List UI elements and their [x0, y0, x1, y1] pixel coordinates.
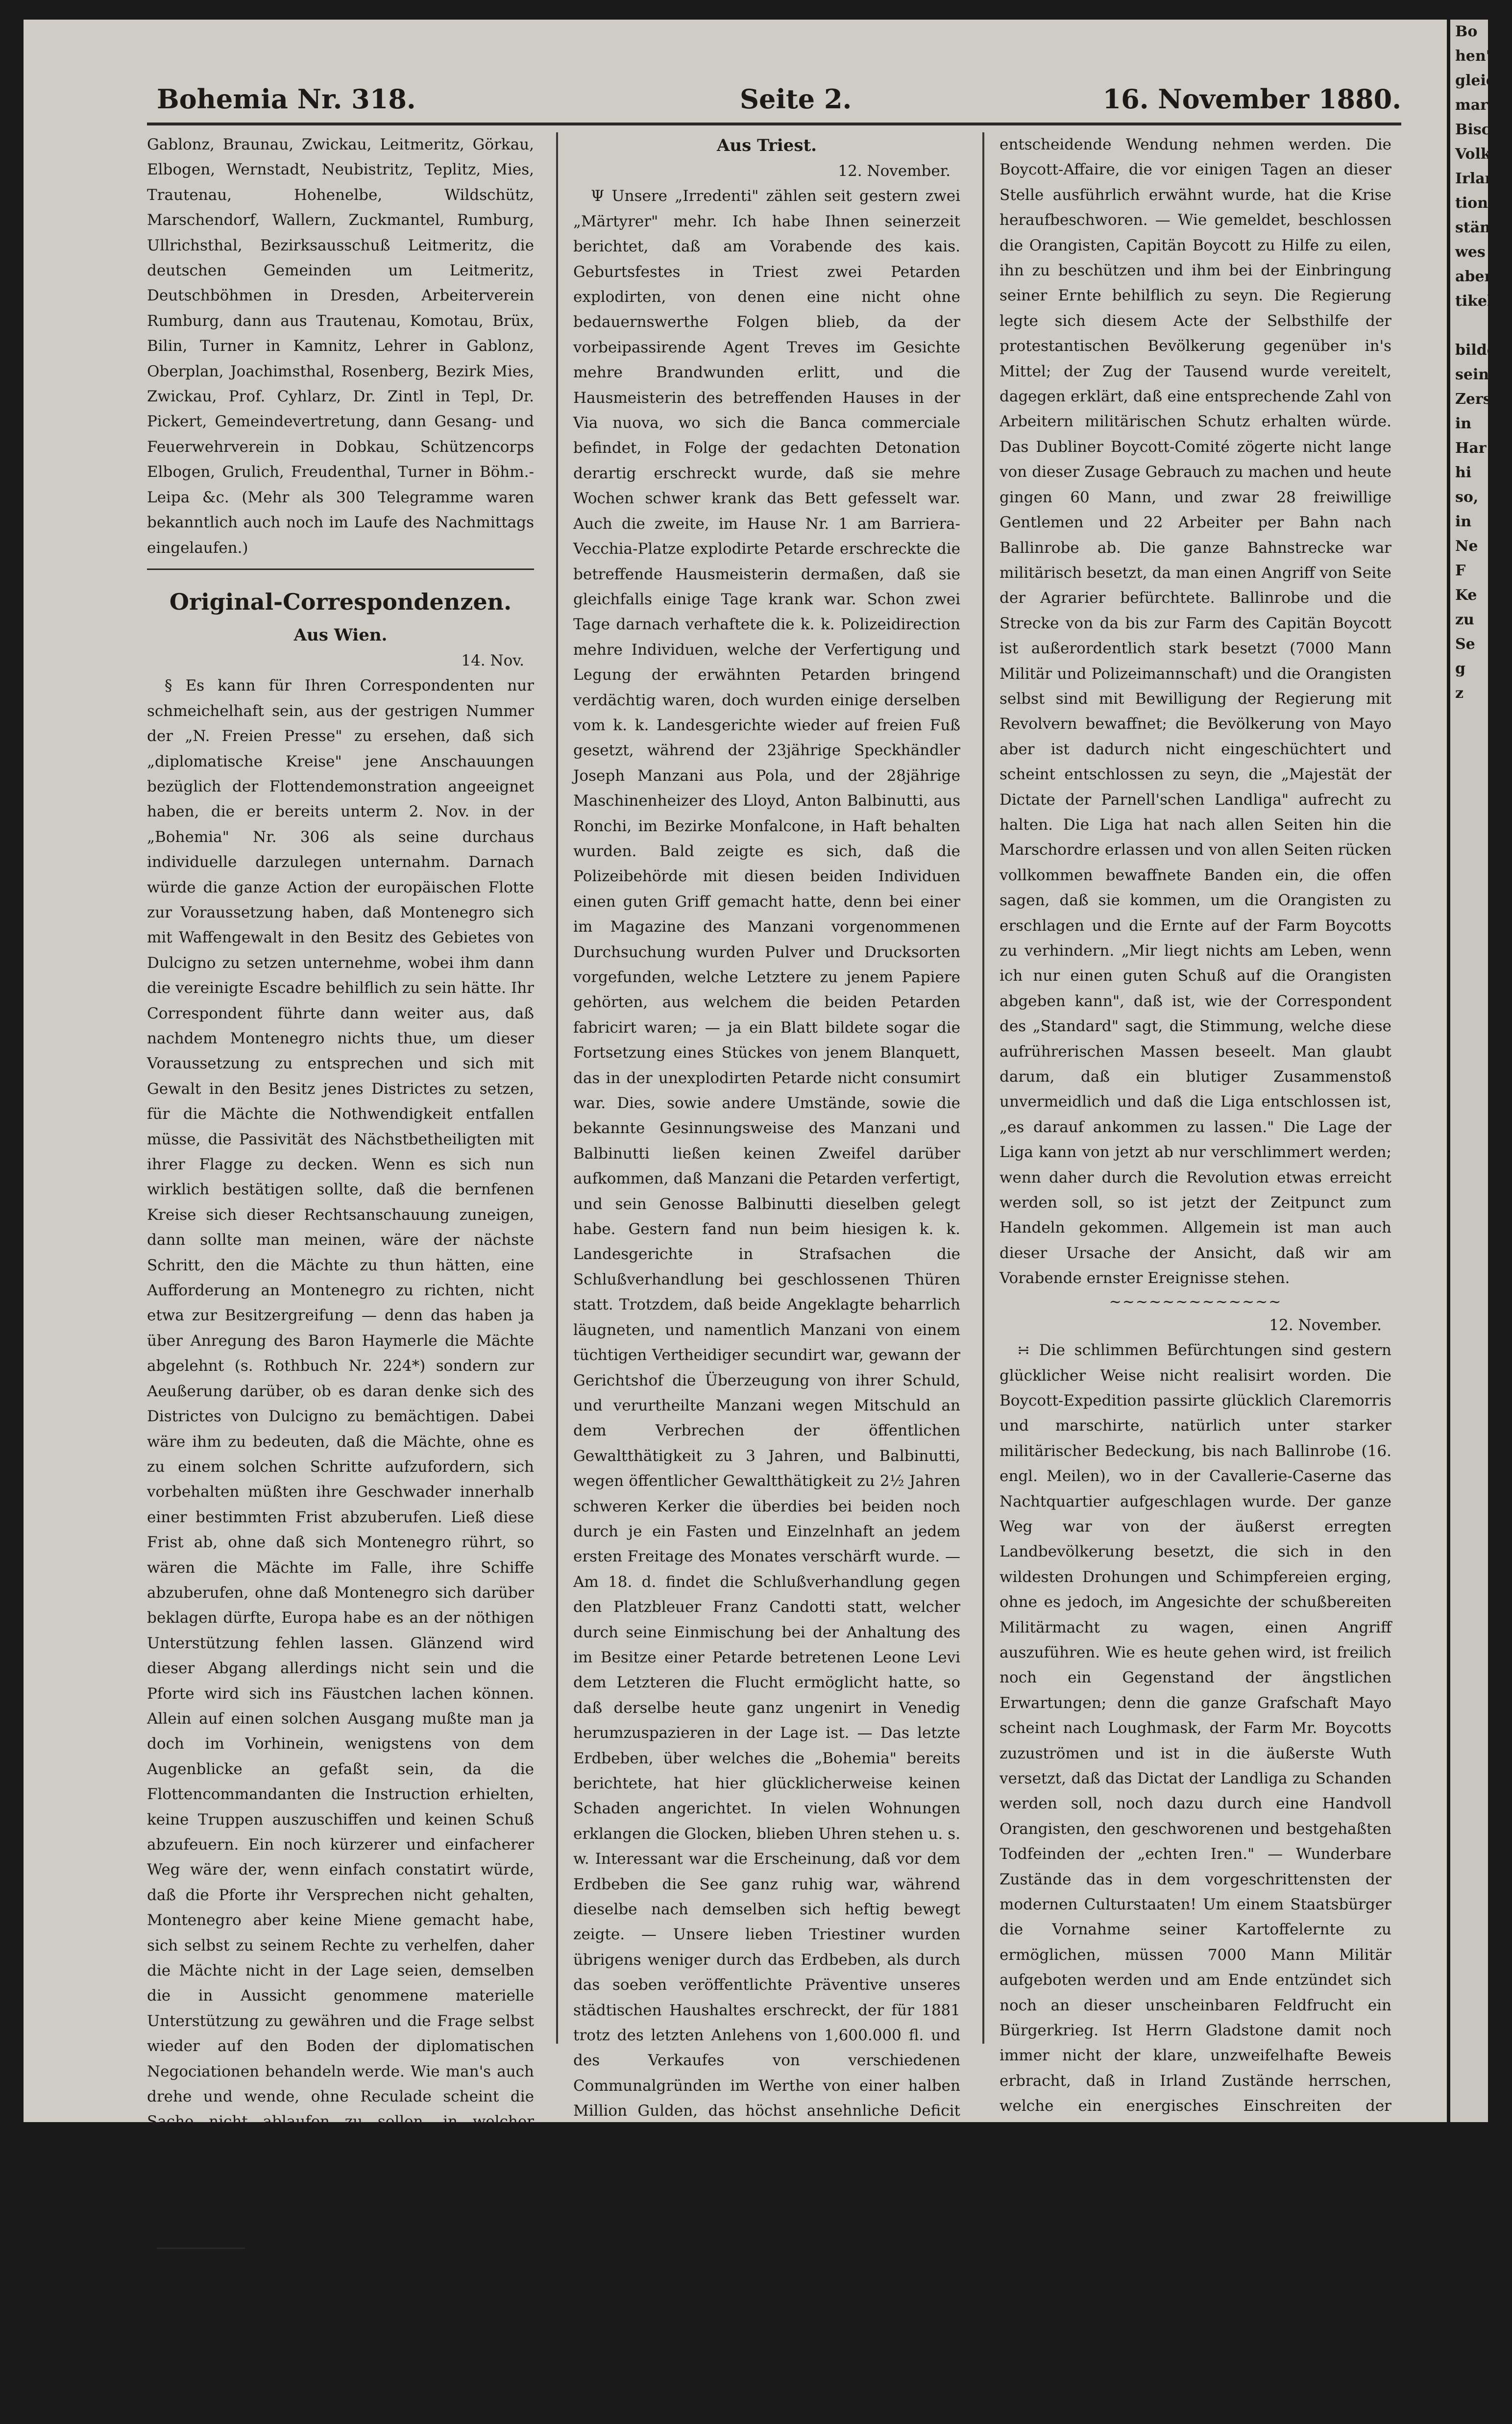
- page-header: [142, 74, 1401, 118]
- edge-fragment: Se: [1455, 636, 1475, 653]
- article-place: Aus Wien.: [293, 625, 388, 645]
- edge-fragment: gleich: [1455, 72, 1506, 89]
- footnote-rule: [157, 2248, 245, 2249]
- column-2: [573, 132, 960, 2420]
- header-date: 16. November 1880.: [1102, 83, 1401, 115]
- article-body-continued: entscheidende Wendung nehmen werden. Die Boycott-Affaire, die vor einigen Tagen an dieser Stelle ausführlich erwähnt wurde, hat die Krise heraufbeschworen. — Wie gemeldet, beschlossen die Orangisten, Capitän Boycott zu Hilfe zu eilen, ihn zu beschützen und ihm bei der Einbringung seiner Ernte behilflich zu seyn. Die Regierung legte sich diesem Acte der Selbsthilfe der protestantischen Bevölkerung gegenüber in's Mittel; der Zug der Tausend wurde vereitelt, dagegen erklärt, daß eine entsprechende Zahl von Arbeitern militärischen Schutz erhalten würde. Das Dubliner Boycott-Comité zögerte nicht lange von dieser Zusage Gebrauch zu machen und heute gingen 60 Mann, und zwar 28 freiwillige Gentlemen und 22 Arbeiter per Bahn nach Ballinrobe ab. Die ganze Bahnstrecke war militärisch besetzt, da man einen Angriff von Seite der Agrarier befürchtete. Ballinrobe und die Strecke von da bis zur Farm des Capitän Boycott ist außerordentlich stark besetzt (7000 Mann Militär und Polizeimannschaft) und die Orangisten selbst sind mit Bewilligung der Regierung mit Revolvern bewaffnet; die Bevölkerung von Mayo aber ist dadurch nicht eingeschüchtert und scheint entschlossen zu seyn, die „Majestät der Dictate der Parnell'schen Landliga" aufrecht zu halten. Die Liga hat nach allen Seiten hin die Marschordre erlassen und von allen Seiten rücken vollkommen bewaffnete Banden ein, die offen sagen, daß sie kommen, um die Orangisten zu erschlagen und die Ernte auf der Farm Boycotts zu verhindern. „Mir liegt nichts am Leben, wenn ich nur einen guten Schuß auf die Orangisten abgeben kann", daß ist, wie der Correspondent des „Standard" sagt, die Stimmung, welche diese aufrührerischen Massen beseelt. Man glaubt darum, daß ein blutiger Zusammenstoß unvermeidlich und daß die Liga entschlossen ist, „es darauf ankommen zu lassen." Die Lage der Liga kann von jetzt ab nur verschlimmert werden; wenn daher durch die Revolution etwas erreicht werden soll, so ist jetzt der Zeitpunct zum Handeln gekommen. Allgemein ist man auch dieser Ursache der Ansicht, daß wir am Vorabende ernster Ereignisse stehen.: [1000, 136, 1391, 1287]
- column-divider: [556, 132, 558, 2044]
- article-body: ⚘ Mit außerordentlicher Spannung sieht man den Nachrichten aus Irland entgegen, wo die Ereignisse allem Anscheine nach heute eine: [573, 2351, 960, 2420]
- edge-fragment: Zers: [1455, 391, 1491, 408]
- edge-fragment: stände: [1455, 219, 1511, 236]
- footnote: * Baron Haymerle an Graf Karolyi, 6. Juli: „Es erscheint uns nicht rathsam eine directe Aufforderung an Montenegro zu richten, daß ihm zugewiesene Gebiet mit Waffengewalt zu besetzen. Eine solche Aufforderung würde die Verantwortlichkeit für alle Consequenzen von Montenegro — auf die Mächte übertragen und eine moralische Verpflichtung begründen, Montenegro gegen jeden Mißerfolg zu schützen . . . .": [147, 2253, 534, 2405]
- edge-fragment: Volk: [1455, 146, 1491, 163]
- section-rule: [147, 569, 534, 570]
- article-place: Aus London.: [708, 2300, 825, 2320]
- edge-fragment: hi: [1455, 464, 1472, 481]
- edge-fragment: Bischo: [1455, 121, 1511, 138]
- article-body: Ψ Unsere „Irredenti" zählen seit gestern zwei „Märtyrer" mehr. Ich habe Ihnen seinerzeit berichtet, daß am Vorabende des kais. Geburtsfestes in Triest zwei Petarden explodirten, von denen eine nicht ohne bedauernswerthe Folgen blieb, da der vorbeipassirende Agent Treves im Gesichte mehre Brandwunden erlitt, und die Hausmeisterin des betreffenden Hauses in der Via nuova, wo sich die Banca commerciale befindet, in Folge der gedachten Detonation derartig erschreckt wurde, daß sie mehre Wochen schwer krank das Bett gefesselt war. Auch die zweite, im Hause Nr. 1 am Barriera-Vecchia-Platze explodirte Petarde erschreckte die betreffende Hausmeisterin dermaßen, daß sie gleichfalls einige Tage krank war. Schon zwei Tage darnach verhaftete die k. k. Polizeidirection mehre Individuen, welche der Verfertigung und Legung der erwähnten Petarden bringend verdächtig waren, doch wurden einige derselben vom k. k. Landesgerichte wieder auf freien Fuß gesetzt, während der 23jährige Speckhändler Joseph Manzani aus Pola, und der 28jährige Maschinenheizer des Lloyd, Anton Balbinutti, aus Ronchi, im Bezirke Monfalcone, in Haft behalten wurden. Bald zeigte es sich, daß die Polizeibehörde mit diesen beiden Individuen einen guten Griff gemacht hatte, denn bei einer im Magazine des Manzani vorgenommenen Durchsuchung wurden Pulver und Drucksorten vorgefunden, welche Letztere zu jenem Papiere gehörten, aus welchem die beiden Petarden fabricirt waren; — ja ein Blatt bildete sogar die Fortsetzung eines Stückes von jenem Blanquett, das in der unexplodirten Petarde nicht consumirt war. Dies, sowie andere Umstände, sowie die bekannte Gesinnungsweise des Manzani und Balbinutti ließen keinen Zweifel darüber aufkommen, daß Manzani die Petarden verfertigt, und sein Genosse Balbinutti dieselben gelegt habe. Gestern fand nun beim hiesigen k. k. Landesgerichte in Strafsachen die Schlußverhandlung bei geschlossenen Thüren statt. Trotzdem, daß beide Angeklagte beharrlich läugneten, und namentlich Manzani von einem tüchtigen Vertheidiger secundirt war, gewann der Gerichtshof die Überzeugung von ihrer Schuld, und verurtheilte Manzani wegen Mitschuld an dem Verbrechen der öffentlichen Gewaltthätigkeit zu 3 Jahren, und Balbinutti, wegen öffentlicher Gewaltthätigkeit zu 2½ Jahren schweren Kerker die überdies bei beiden noch durch je ein Fasten und Einzelnhaft an jedem ersten Freitage des Monates verschärft wurde. — Am 18. d. findet die Schlußverhandlung gegen den Platzbleuer Franz Candotti statt, welcher durch seine Einmischung bei der Anhaltung des im Besitze einer Petarde betretenen Leone Levi dem Letzteren die Flucht ermöglicht hatte, so daß derselbe heute ganz ungenirt in Venedig herumzuspazieren in der Lage ist. — Das letzte Erdbeben, über welches die „Bohemia" bereits berichtete, hat hier glücklicherweise keinen Schaden angerichtet. In vielen Wohnungen erklangen die Glocken, blieben Uhren stehen u. s. w. Interessant war die Erscheinung, daß vor dem Erdbeben die See ganz ruhig war, während dieselbe nach demselben sich heftig bewegt zeigte. — Unsere lieben Triestiner wurden übrigens weniger durch das Erdbeben, als durch das soeben veröffentlichte Präventive unseres städtischen Haushaltes erschreckt, der für 1881 trotz des letzten Anlehens von 1,600.000 fl. und des Verkaufes von verschiedenen Communalgründen im Werthe von einer halben Million Gulden, das höchst ansehnliche Deficit von 132.037 fl. ausweist. — Das hiesige griechische General-Consulat hat soeben für Rechnung seiner Regierung einen großen Lloyddampfer gemiethet, der bestimmt ist, eine bedeutende Anzahl von Maulthieren von Cypern nach dem Piräus zu schaffen.: [573, 187, 960, 2271]
- edge-fragment: in: [1455, 415, 1472, 432]
- edge-fragment: Bo: [1455, 23, 1478, 40]
- edge-fragment: abend: [1455, 268, 1506, 285]
- article-body: § Es kann für Ihren Correspondenten nur schmeichelhaft sein, aus der gestrigen Nummer der „N. Freien Presse" zu ersehen, daß sich „diplomatische Kreise" jene Anschauungen bezüglich der Flottendemonstration angeeignet haben, die er bereits unterm 2. Nov. in der „Bohemia" Nr. 306 als seine durchaus individuelle darzulegen unternahm. Darnach würde die ganze Action der europäischen Flotte zur Voraussetzung haben, daß Montenegro sich mit Waffengewalt in den Besitz des Gebietes von Dulcigno zu setzen unternehme, wobei ihm dann die vereinigte Escadre behilflich zu sein hätte. Ihr Correspondent führte dann weiter aus, daß nachdem Montenegro nichts thue, um dieser Voraussetzung zu entsprechen und sich mit Gewalt in den Besitz jenes Districtes zu setzen, für die Mächte die Nothwendigkeit entfallen müsse, die Passivität des Nächstbetheiligten mit ihrer Flagge zu decken. Wenn es sich nun wirklich bestätigen sollte, daß die bernfenen Kreise sich dieser Rechtsanschauung zuneigen, dann sollte man meinen, wäre der nächste Schritt, den die Mächte zu thun hätten, eine Aufforderung an Montenegro zu richten, nicht etwa zur Besitzergreifung — denn das haben ja über Anregung des Baron Haymerle die Mächte abgelehnt (s. Rothbuch Nr. 224*) sondern zur Aeußerung darüber, ob es daran denke sich des Districtes von Dulcigno zu bemächtigen. Dabei wäre ihm zu bedeuten, daß die Mächte, ohne es zu einem solchen Schritte aufzufordern, sich vorbehalten müßten ihre Geschwader innerhalb einer bestimmten Frist abzuberufen. Ließ diese Frist ab, ohne daß sich Montenegro rührt, so wären die Mächte im Falle, ihre Schiffe abzuberufen, ohne daß Montenegro sich darüber beklagen dürfte, Europa habe es an der nöthigen Unterstützung fehlen lassen. Glänzend wird dieser Abgang allerdings nicht sein und die Pforte wird sich ins Fäustchen lachen können. Allein auf einen solchen Ausgang mußte man ja doch im Vorhinein, wenigstens von dem Augenblicke an gefaßt sein, da die Flottencommandanten die Instruction erhielten, keine Truppen auszuschiffen und keinen Schuß abzufeuern. Ein noch kürzerer und einfacherer Weg wäre der, wenn einfach constatirt würde, daß die Pforte ihr Versprechen nicht gehalten, Montenegro aber keine Miene gemacht habe, sich selbst zu seinem Rechte zu verhelfen, daher die Mächte nicht in der Lage seien, demselben die in Aussicht genommene materielle Unterstützung zu gewähren und die Frage selbst wieder auf den Boden der diplomatischen Negociationen behandeln werde. Wie man's auch drehe und wende, ohne Reculade scheint die Sache nicht ablaufen zu sollen, in welcher Wortbruch und Ohnmacht der beiden Hauptbetheiligten es so schwer machen die Grundsätze des internationalen Rechtes zur Anwendung zu bringen.: [147, 677, 534, 2232]
- wavy-separator: ∼∼∼∼∼∼∼∼∼∼∼∼∼: [680, 2277, 854, 2295]
- column-3: [1000, 132, 1391, 2418]
- column-1: [147, 132, 534, 2405]
- article-place: Aus Triest.: [716, 136, 817, 155]
- article-body: ∺ Die schlimmen Befürchtungen sind gestern glücklicher Weise nicht realisirt worden. Die Boycott-Expedition passirte glücklich Claremorris und marschirte, natürlich unter starker militärischer Bedeckung, bis nach Ballinrobe (16. engl. Meilen), wo in der Cavallerie-Caserne das Nachtquartier aufgeschlagen wurde. Der ganze Weg war von der äußerst erregten Landbevölkerung besetzt, die sich in den wildesten Drohungen und Schimpfereien erging, ohne es jedoch, im Angesichte der schußbereiten Militärmacht zu wagen, einen Angriff auszuführen. Wie es heute gehen wird, ist freilich noch ein Gegenstand der ängstlichen Erwartungen; denn die ganze Grafschaft Mayo scheint nach Loughmask, der Farm Mr. Boycotts zuzuströmen und ist in die äußerste Wuth versetzt, daß das Dictat der Landliga zu Schanden werden soll, noch dazu durch eine Handvoll Orangisten, den geschworenen und bestgehaßten Todfeinden der „echten Iren." — Wunderbare Zustände das in dem vorgeschrittensten der modernen Culturstaaten! Um einem Staatsbürger die Vornahme seiner Kartoffelernte zu ermöglichen, müssen 7000 Mann Militär aufgeboten werden und am Ende entzündet sich noch an dieser unscheinbaren Feldfrucht ein Bürgerkrieg. Ist Herrn Gladstone damit noch immer nicht der klare, unzweifelhafte Beweis erbracht, daß in Irland Zustände herrschen, welche ein energisches Einschreiten der Regierung nothwendig machen? Würde in einem zweiten Culturstaate auch nur der zehnte Theil dessen geduldet werden, was in Irland seit Monaten ungestraft geschieht? Heute liegen wieder mehre Nachrichten über neue Agrarverbrechen vor. In Sligo wurde ein Mann Namens Kesleham in der Nacht aus dem Bette geholt und mit einem rothglühenden Eisen gebrandmarkt. Sein „Verbrechen" war, daß er für einen Gastwirth arbeitete, der eine „verfehmte" Farm pachtete. — Ein anderer Farmer, der wieder das „Verbre-: [1000, 1341, 1391, 2418]
- edge-fragment: Har: [1455, 440, 1487, 457]
- header-page-number: Seite 2.: [740, 83, 852, 115]
- edge-fragment: hen": [1455, 48, 1494, 65]
- edge-fragment: F: [1455, 562, 1466, 579]
- edge-fragment: bilde: [1455, 342, 1496, 359]
- section-title: Original-Correspondenzen.: [169, 588, 512, 615]
- telegram-list: Gablonz, Braunau, Zwickau, Leitmeritz, Görkau, Elbogen, Wernstadt, Neubistritz, Teplitz, Mies, Trautenau, Hohenelbe, Wildschütz, Marschendorf, Wallern, Zuckmantel, Rumburg, Ullrichsthal, Bezirksausschuß Leitmeritz, die deutschen Gemeinden um Leitmeritz, Deutschböhmen in Dresden, Arbeiterverein Rumburg, dann aus Trautenau, Komotau, Brüx, Bilin, Turner in Kamnitz, Lehrer in Gablonz, Oberplan, Joachimsthal, Rosenberg, Bezirk Mies, Zwickau, Prof. Cyhlarz, Dr. Zintl in Tepl, Dr. Pickert, Gemeindevertretung, dann Gesang- und Feuerwehrverein in Dobkau, Schützencorps Elbogen, Grulich, Freudenthal, Turner in Böhm.-Leipa &c. (Mehr als 300 Telegramme waren bekanntlich auch noch im Laufe des Nachmittags eingelaufen.): [147, 136, 534, 557]
- edge-fragment: tikel: [1455, 293, 1493, 310]
- edge-fragment: Ne: [1455, 538, 1478, 555]
- edge-fragment: so,: [1455, 489, 1479, 506]
- wavy-separator: ∼∼∼∼∼∼∼∼∼∼∼∼∼: [1109, 1293, 1282, 1311]
- article-date: 14. Nov.: [461, 651, 524, 669]
- edge-fragment: Ke: [1455, 587, 1477, 604]
- adjacent-page-edge: [1450, 20, 1512, 2122]
- edge-fragment: zu: [1455, 611, 1474, 628]
- edge-fragment: z: [1455, 685, 1464, 702]
- header-rule: [147, 123, 1401, 125]
- edge-fragment: Irlan: [1455, 170, 1496, 187]
- header-publication: Bohemia Nr. 318.: [157, 83, 416, 115]
- edge-fragment: tion: [1455, 195, 1488, 212]
- edge-fragment: marter: [1455, 97, 1512, 114]
- article-date: 11. November.: [838, 2326, 951, 2345]
- edge-fragment: in: [1455, 513, 1472, 530]
- article-date: 12. November.: [1269, 1316, 1382, 1334]
- edge-fragment: g: [1455, 660, 1465, 677]
- edge-fragment: wes: [1455, 244, 1486, 261]
- edge-fragment: [1450, 314, 1488, 338]
- edge-fragment: seine: [1455, 366, 1499, 383]
- column-divider: [982, 132, 984, 2044]
- article-date: 12. November.: [838, 162, 951, 180]
